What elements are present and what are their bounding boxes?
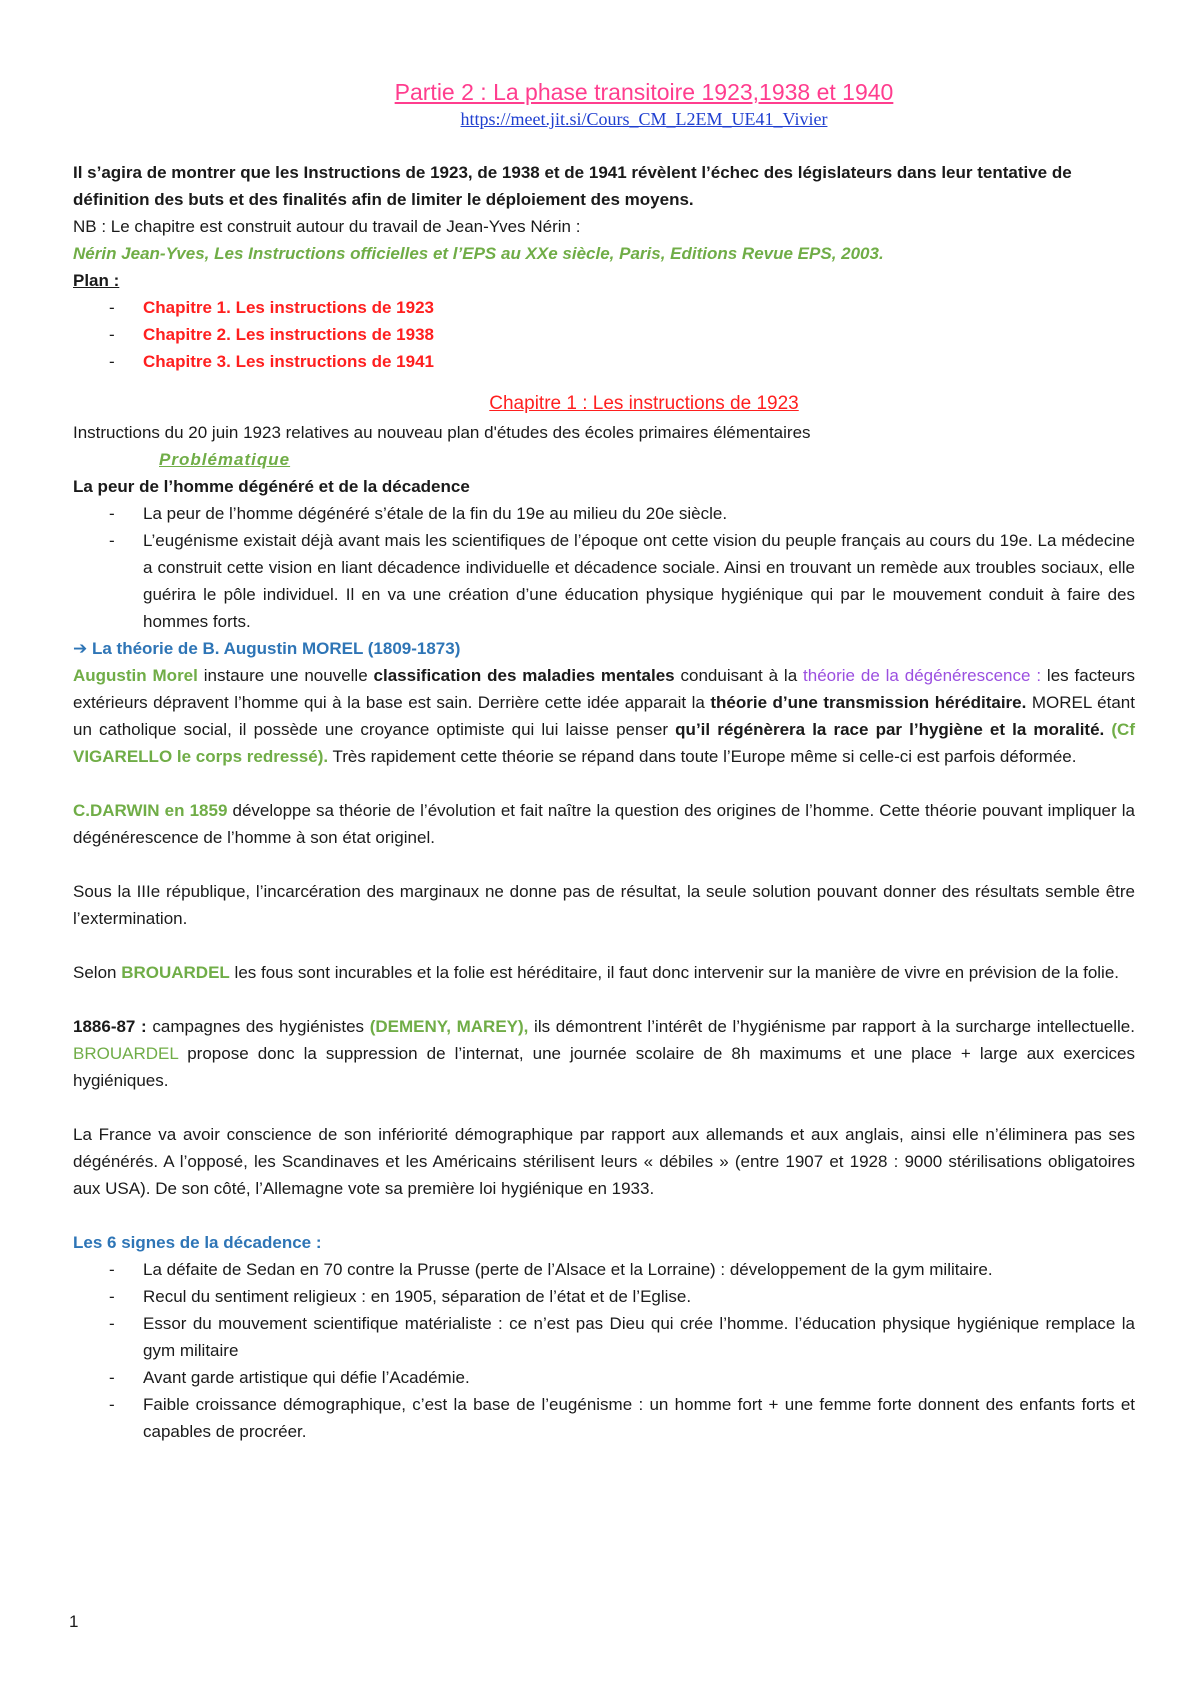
sign-item-text: Avant garde artistique qui défie l’Académie. [143, 1368, 470, 1387]
campaign-text: campagnes des hygiénistes [146, 1017, 370, 1036]
page-title: Partie 2 : La phase transitoire 1923,1938 et 1940 [394, 79, 894, 105]
sign-item [73, 1364, 1135, 1391]
morel-emphasis: classification des maladies mentales [373, 666, 675, 685]
brouardel-name: BROUARDEL [121, 963, 230, 982]
dash-bullet: - [109, 1260, 115, 1279]
sign-item [73, 1283, 1135, 1310]
plan-item-label: Chapitre 2. Les instructions de 1938 [143, 325, 434, 344]
signs-list [73, 1256, 1135, 1445]
signs-heading: Les 6 signes de la décadence : [73, 1233, 322, 1252]
fear-item [73, 500, 1135, 527]
dash-bullet: - [109, 1395, 115, 1414]
sign-item [73, 1310, 1135, 1364]
sign-item-text: Recul du sentiment religieux : en 1905, séparation de l’état et de l’Eglise. [143, 1287, 692, 1306]
sign-item [73, 1256, 1135, 1283]
brouardel-text: les fous sont incurables et la folie est héréditaire, il faut donc intervenir sur la manière de vivre en prévision de la folie. [229, 963, 1120, 982]
dash-bullet: - [109, 352, 115, 371]
sign-item-text: La défaite de Sedan en 70 contre la Prusse (perte de l’Alsace et la Lorraine) : développement de la gym militaire. [143, 1260, 993, 1279]
chapter-subtitle: Instructions du 20 juin 1923 relatives au nouveau plan d'études des écoles primaires élémentaires [73, 423, 811, 442]
hygienist-names: (DEMENY, MAREY), [369, 1017, 529, 1036]
morel-text: MOREL étant un catholique social, il possède une croyance optimiste qui lui laisse penser [73, 693, 1135, 739]
fear-item-text: La peur de l’homme dégénéré s’étale de la fin du 19e au milieu du 20e siècle. [143, 504, 728, 523]
problematique-heading: Problématique [159, 450, 291, 469]
brouardel-text: Selon [73, 963, 122, 982]
darwin-text: développe sa théorie de l’évolution et fait naître la question des origines de l’homme. Cette théorie pouvant impliquer la dégénérescence de l’homme à son état originel. [73, 801, 1135, 847]
dash-bullet: - [109, 1368, 115, 1387]
page-content [73, 76, 1135, 1445]
page-number: 1 [69, 1612, 79, 1631]
fear-list [73, 500, 1135, 635]
plan-item [73, 294, 1135, 321]
plan-item [73, 348, 1135, 375]
dash-bullet: - [109, 504, 115, 523]
nb-note: NB : Le chapitre est construit autour du travail de Jean-Yves Nérin : [73, 217, 581, 236]
morel-text: les facteurs extérieurs dépravent l’homme qui à la base est sain. Derrière cette idée apparait la [73, 666, 1136, 712]
morel-emphasis: qu’il régénèrera la race par l’hygiène et la moralité. [675, 720, 1105, 739]
dash-bullet: - [109, 325, 115, 344]
morel-text: instaure une nouvelle [197, 666, 374, 685]
dash-bullet: - [109, 531, 115, 550]
plan-item [73, 321, 1135, 348]
morel-text: conduisant à la [674, 666, 804, 685]
morel-paragraph [73, 662, 1135, 770]
fear-item [73, 527, 1135, 635]
degeneration-theory: théorie de la dégénérescence : [803, 666, 1042, 685]
sign-item-text: Faible croissance démographique, c’est la base de l’eugénisme : un homme fort + une femme forte donnent des enfants forts et capables de procréer. [143, 1395, 1135, 1441]
dash-bullet: - [109, 298, 115, 317]
plan-list [73, 294, 1135, 375]
sign-item-text: Essor du mouvement scientifique matérialiste : ce n’est pas Dieu qui crée l’homme. l’éducation physique hygiénique remplace la gym militaire [143, 1314, 1135, 1360]
france-paragraph: La France va avoir conscience de son infériorité démographique par rapport aux allemands et aux anglais, ainsi elle n’éliminera pas ses dégénérés. A l’opposé, les Scandinaves et les Américains stérilisent leurs « débiles » (entre 1907 et 1928 : 9000 stérilisations obligatoires aux USA). De son côté, l’Allemagne vote sa première loi hygiénique en 1933. [73, 1125, 1135, 1198]
brouardel-name: BROUARDEL [73, 1044, 179, 1063]
plan-item-label: Chapitre 3. Les instructions de 1941 [143, 352, 434, 371]
darwin-paragraph [73, 797, 1135, 851]
republique-paragraph: Sous la IIIe république, l’incarcération des marginaux ne donne pas de résultat, la seule solution pouvant donner des résultats semble être l’extermination. [73, 882, 1135, 928]
morel-name: Augustin Morel [73, 666, 198, 685]
sign-item [73, 1391, 1135, 1445]
morel-emphasis: théorie d’une transmission héréditaire. [710, 693, 1027, 712]
morel-heading: ➔ La théorie de B. Augustin MOREL (1809-1873) [73, 639, 461, 658]
plan-label: Plan : [73, 271, 120, 290]
fear-item-text: L’eugénisme existait déjà avant mais les scientifiques de l’époque ont cette vision du peuple français au cours du 19e. La médecine a construit cette vision en liant décadence individuelle et décadence sociale. Ainsi en trouvant un remède aux troubles sociaux, elle guérira le pôle individuel. Il en va une création d’une éducation physique hygiénique qui par le mouvement conduit à faire des hommes forts. [143, 531, 1135, 631]
intro-paragraph: Il s’agira de montrer que les Instructions de 1923, de 1938 et de 1941 révèlent l’échec des législateurs dans leur tentative de définition des buts et des finalités afin de limiter le déploiement des moyens. [73, 163, 1072, 209]
meeting-link[interactable]: https://meet.jit.si/Cours_CM_L2EM_UE41_Vivier [460, 109, 828, 129]
reference-citation: Nérin Jean-Yves, Les Instructions officielles et l’EPS au XXe siècle, Paris, Editions Revue EPS, 2003. [73, 244, 884, 263]
dash-bullet: - [109, 1287, 115, 1306]
brouardel-paragraph [73, 959, 1135, 986]
campaign-date: 1886-87 : [73, 1017, 147, 1036]
fear-heading: La peur de l’homme dégénéré et de la décadence [73, 477, 470, 496]
chapter-title: Chapitre 1 : Les instructions de 1923 [489, 393, 799, 414]
campaign-text: propose donc la suppression de l’internat, une journée scolaire de 8h maximums et une place + large aux exercices hygiéniques. [73, 1044, 1135, 1090]
plan-item-label: Chapitre 1. Les instructions de 1923 [143, 298, 434, 317]
morel-text: Très rapidement cette théorie se répand dans toute l’Europe même si celle-ci est parfois déformée. [328, 747, 1077, 766]
campaign-text: ils démontrent l’intérêt de l’hygiénisme par rapport à la surcharge intellectuelle. [528, 1017, 1135, 1036]
dash-bullet: - [109, 1314, 115, 1333]
darwin-name: C.DARWIN en 1859 [73, 801, 228, 820]
vigarello-reference: (Cf VIGARELLO le corps redressé). [73, 720, 1135, 766]
campaign-paragraph [73, 1013, 1135, 1094]
